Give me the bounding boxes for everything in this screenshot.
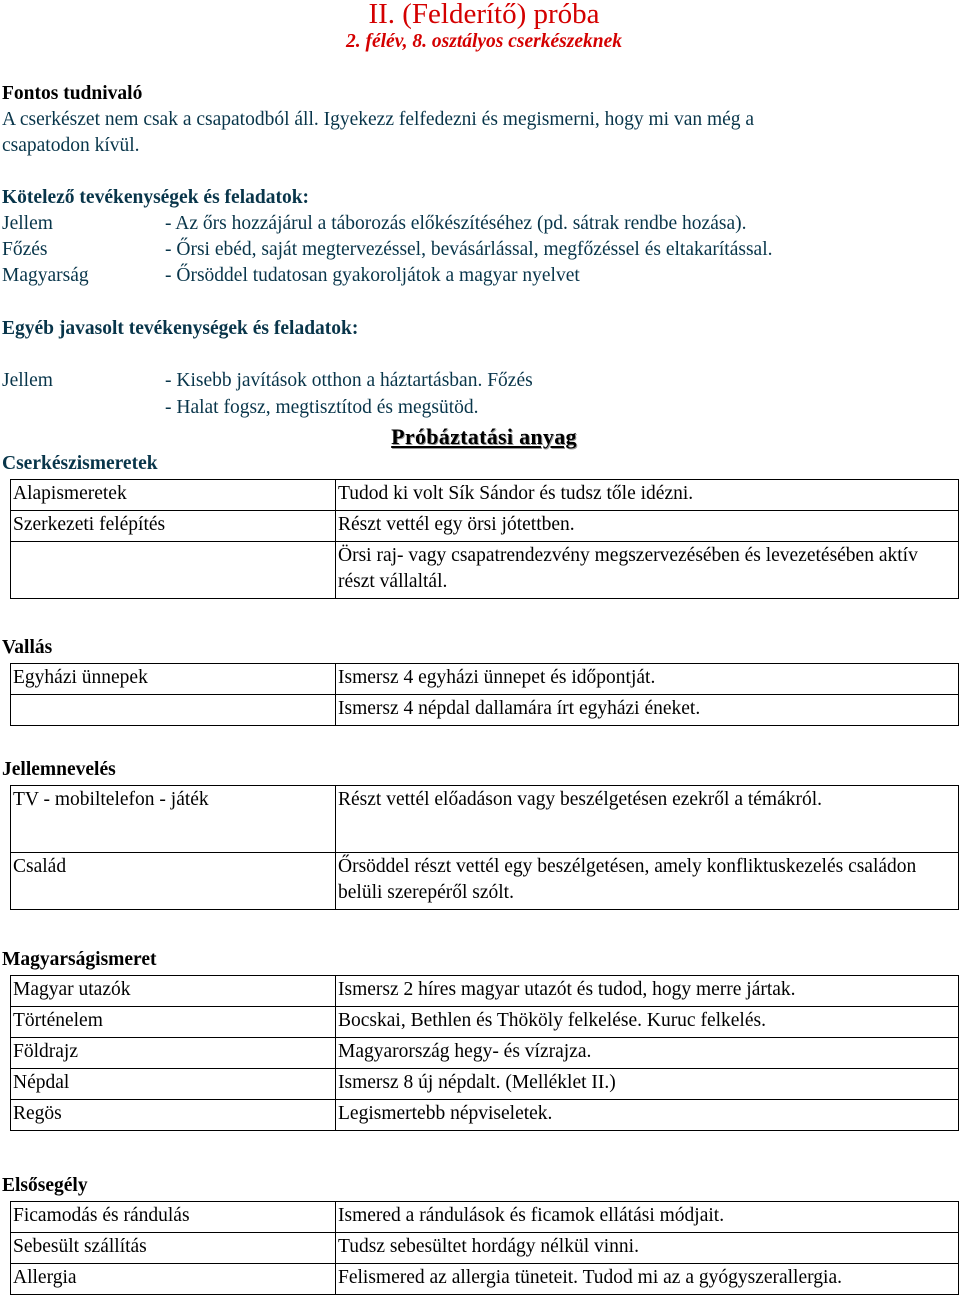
table-cell-left: Földrajz — [11, 1038, 336, 1069]
page-title: II. (Felderítő) próba — [368, 0, 600, 30]
table-cell-left: Alapismeretek — [11, 480, 336, 511]
table-cell-right: Őrsöddel részt vettél egy beszélgetésen, amely konfliktuskezelés családon belüli szerepéről szólt. — [336, 853, 959, 910]
table-row — [11, 1100, 959, 1131]
table-row — [11, 1264, 959, 1295]
table-row — [11, 1069, 959, 1100]
optional-label-jellem: Jellem — [2, 370, 53, 391]
table-cell-right: Ismered a rándulások és ficamok ellátási módjait. — [336, 1202, 959, 1233]
mandatory-text-magyarsag: - Őrsöddel tudatosan gyakoroljátok a magyar nyelvet — [165, 265, 580, 286]
table-cell-right: Legismertebb népviseletek. — [336, 1100, 959, 1131]
table-cell-right: Bocskai, Bethlen és Thököly felkelése. Kuruc felkelés. — [336, 1007, 959, 1038]
table-row — [11, 1038, 959, 1069]
mandatory-label-fozes: Főzés — [2, 239, 48, 260]
optional-line2: - Halat fogsz, megtisztítod és megsütöd. — [165, 397, 479, 418]
table-cell-right: Magyarország hegy- és vízrajza. — [336, 1038, 959, 1069]
table-cell-left: Sebesült szállítás — [11, 1233, 336, 1264]
table-cell-right: Ismersz 4 egyházi ünnepet és időpontját. — [336, 664, 959, 695]
table-cell-left: Történelem — [11, 1007, 336, 1038]
table-cell-left: Szerkezeti felépítés — [11, 511, 336, 542]
table-cell-left: TV - mobiltelefon - játék — [11, 786, 336, 853]
table-cell-right: Örsi raj- vagy csapatrendezvény megszervezésében és levezetésében aktív részt vállaltál. — [336, 542, 959, 599]
table-row — [11, 853, 959, 910]
mandatory-label-magyarsag: Magyarság — [2, 265, 89, 286]
section-heading-elsosegely: Elsősegély — [2, 1175, 88, 1196]
section-heading-cserkesz: Cserkészismeretek — [2, 453, 158, 474]
table-cell-right: Ismersz 2 híres magyar utazót és tudod, hogy merre jártak. — [336, 976, 959, 1007]
table-cell-left — [11, 542, 336, 599]
table-row — [11, 664, 959, 695]
table-cell-left: Regös — [11, 1100, 336, 1131]
mandatory-heading: Kötelező tevékenységek és feladatok: — [2, 187, 310, 208]
table-row — [11, 1202, 959, 1233]
section-heading-vallas: Vallás — [2, 637, 53, 658]
table-cell-right: Tudsz sebesültet hordágy nélkül vinni. — [336, 1233, 959, 1264]
info-heading: Fontos tudnivaló — [2, 83, 143, 104]
section-heading-jellemneveles: Jellemnevelés — [2, 759, 116, 780]
table-cell-left: Népdal — [11, 1069, 336, 1100]
table-row — [11, 1233, 959, 1264]
optional-line1: - Kisebb javítások otthon a háztartásban. Főzés — [165, 370, 533, 391]
table-row — [11, 542, 959, 599]
table-row — [11, 976, 959, 1007]
info-text-line2: csapatodon kívül. — [2, 135, 140, 156]
mandatory-text-fozes: - Őrsi ebéd, saját megtervezéssel, bevásárlással, megfőzéssel és eltakarítással. — [165, 239, 773, 260]
table-cell-left: Magyar utazók — [11, 976, 336, 1007]
table-cell-right: Ismersz 8 új népdalt. (Melléklet II.) — [336, 1069, 959, 1100]
info-text-line1: A cserkészet nem csak a csapatodból áll. Igyekezz felfedezni és megismerni, hogy mi van még a — [2, 109, 755, 130]
exam-heading: Próbáztatási anyag — [391, 424, 577, 449]
table-vallas — [10, 663, 959, 726]
optional-heading: Egyéb javasolt tevékenységek és feladatok: — [2, 318, 359, 339]
table-cell-left: Család — [11, 853, 336, 910]
table-row — [11, 511, 959, 542]
table-row — [11, 786, 959, 853]
table-cell-left: Allergia — [11, 1264, 336, 1295]
table-cell-left: Ficamodás és rándulás — [11, 1202, 336, 1233]
table-cell-right: Részt vettél előadáson vagy beszélgetésen ezekről a témákról. — [336, 786, 959, 853]
table-cell-right: Ismersz 4 népdal dallamára írt egyházi éneket. — [336, 695, 959, 726]
table-cell-right: Részt vettél egy örsi jótettben. — [336, 511, 959, 542]
table-magyarsag — [10, 975, 959, 1131]
mandatory-text-jellem: - Az őrs hozzájárul a táborozás előkészítéséhez (pd. sátrak rendbe hozása). — [165, 213, 747, 234]
table-row — [11, 480, 959, 511]
mandatory-label-jellem: Jellem — [2, 213, 53, 234]
table-elsosegely — [10, 1201, 959, 1295]
table-row — [11, 695, 959, 726]
table-cserkesz — [10, 479, 959, 599]
table-cell-right: Felismered az allergia tüneteit. Tudod mi az a gyógyszerallergia. — [336, 1264, 959, 1295]
table-row — [11, 1007, 959, 1038]
table-cell-left — [11, 695, 336, 726]
table-cell-right: Tudod ki volt Sík Sándor és tudsz tőle idézni. — [336, 480, 959, 511]
table-cell-left: Egyházi ünnepek — [11, 664, 336, 695]
page-subtitle: 2. félév, 8. osztályos cserkészeknek — [345, 31, 622, 52]
table-jellemneveles — [10, 785, 959, 910]
section-heading-magyarsag: Magyarságismeret — [2, 949, 157, 970]
